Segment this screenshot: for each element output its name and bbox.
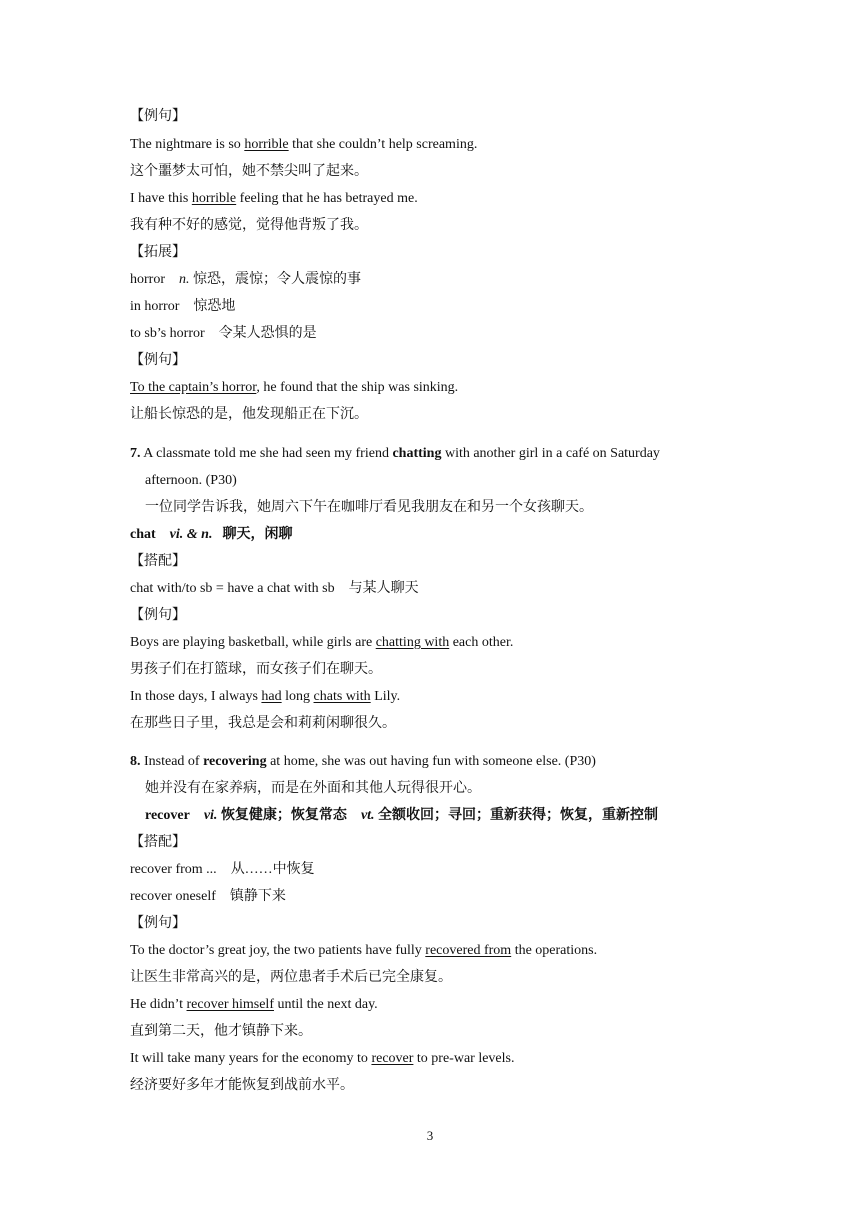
text: It will take many years for the economy to bbox=[130, 1051, 372, 1066]
definition: 聊天，闲聊 bbox=[222, 527, 293, 542]
text: 这个噩梦太可怕，她不禁尖叫了起来。 bbox=[130, 164, 368, 179]
numbered-sentence-7 bbox=[130, 445, 730, 463]
text: 一位同学告诉我，她周六下午在咖啡厅看见我朋友在和另一个女孩聊天。 bbox=[145, 500, 593, 515]
vocab-entry bbox=[130, 325, 317, 343]
definition: 惊恐地 bbox=[193, 299, 236, 314]
vocab-headword bbox=[145, 807, 658, 825]
section-label-example bbox=[130, 108, 186, 126]
word: chat bbox=[130, 527, 156, 542]
word: horror bbox=[130, 272, 165, 287]
example-sentence bbox=[130, 136, 477, 154]
part-of-speech: vt. bbox=[360, 808, 375, 823]
underlined-term: recover bbox=[371, 1051, 414, 1066]
example-sentence bbox=[130, 190, 418, 208]
translation bbox=[130, 661, 382, 679]
page-number: 3 bbox=[426, 1128, 434, 1143]
text: with another girl in a café on Saturday bbox=[441, 446, 660, 461]
vocab-headword bbox=[130, 526, 292, 544]
keyword: recovering bbox=[203, 754, 267, 769]
definition: 与某人聊天 bbox=[348, 581, 419, 596]
text: feeling that he has betrayed me. bbox=[236, 191, 418, 206]
underlined-term: To the captain’s horror bbox=[130, 380, 257, 395]
phrase: chat with/to sb = have a chat with sb bbox=[130, 581, 335, 596]
vocab-entry bbox=[130, 580, 419, 598]
sentence-continuation bbox=[145, 472, 237, 490]
text: the operations. bbox=[511, 943, 598, 958]
text: 直到第二天，他才镇静下来。 bbox=[130, 1024, 312, 1039]
underlined-term: horrible bbox=[244, 137, 289, 152]
text: afternoon. (P30) bbox=[145, 473, 237, 488]
phrase: in horror bbox=[130, 299, 180, 314]
label-text: 【例句】 bbox=[130, 109, 186, 124]
part-of-speech: vi. bbox=[203, 808, 218, 823]
vocab-entry bbox=[130, 888, 286, 906]
text: to pre-war levels. bbox=[413, 1051, 515, 1066]
section-label-collocation bbox=[130, 834, 186, 852]
phrase: recover from ... bbox=[130, 862, 217, 877]
phrase: to sb’s horror bbox=[130, 326, 205, 341]
text: 经济要好多年才能恢复到战前水平。 bbox=[130, 1078, 354, 1093]
text: To the doctor’s great joy, the two patients have fully bbox=[130, 943, 426, 958]
text: Lily. bbox=[370, 689, 401, 704]
text: A classmate told me she had seen my friend bbox=[143, 446, 393, 461]
text: 【搭配】 bbox=[130, 554, 186, 569]
text: , he found that the ship was sinking. bbox=[256, 380, 459, 395]
text: 男孩子们在打篮球，而女孩子们在聊天。 bbox=[130, 662, 382, 677]
text: Instead of bbox=[140, 754, 204, 769]
vocab-entry bbox=[130, 298, 235, 316]
definition: 从……中恢复 bbox=[230, 862, 315, 877]
text: I have this bbox=[130, 191, 192, 206]
text: at home, she was out having fun with someone else. (P30) bbox=[266, 754, 596, 769]
text: long bbox=[281, 689, 314, 704]
translation bbox=[145, 499, 593, 517]
text: The nightmare is so bbox=[130, 137, 245, 152]
underlined-term: recover himself bbox=[186, 997, 274, 1012]
text: In those days, I always bbox=[130, 689, 262, 704]
text: Boys are playing basketball, while girls are bbox=[130, 635, 376, 650]
underlined-term: horrible bbox=[191, 191, 237, 206]
definition: 镇静下来 bbox=[229, 889, 286, 904]
translation bbox=[130, 163, 368, 181]
text: 让医生非常高兴的是，两位患者手术后已完全康复。 bbox=[130, 970, 452, 985]
text: 【例句】 bbox=[130, 916, 186, 931]
sentence-first-line bbox=[130, 445, 660, 463]
vocab-entry bbox=[130, 861, 315, 879]
translation bbox=[130, 969, 452, 987]
text: 她并没有在家养病，而是在外面和其他人玩得很开心。 bbox=[145, 781, 481, 796]
section-label-example bbox=[130, 607, 186, 625]
text: He didn’t bbox=[130, 997, 187, 1012]
item-number: 7. bbox=[130, 446, 141, 461]
text: 【例句】 bbox=[130, 608, 186, 623]
definition: 惊恐，震惊；令人震惊的事 bbox=[193, 272, 361, 287]
part-of-speech: vi. & n. bbox=[169, 527, 213, 542]
translation bbox=[130, 1077, 354, 1095]
part-of-speech: n. bbox=[179, 272, 190, 287]
underlined-term: chatting with bbox=[375, 635, 450, 650]
section-label-extension bbox=[130, 244, 186, 262]
definition: 恢复健康；恢复常态 bbox=[220, 808, 347, 823]
text: until the next day. bbox=[273, 997, 378, 1012]
definition: 令某人恐惧的是 bbox=[218, 326, 317, 341]
translation bbox=[130, 217, 368, 235]
example-sentence bbox=[130, 1050, 514, 1068]
text: 【拓展】 bbox=[130, 245, 186, 260]
translation bbox=[130, 406, 368, 424]
text: 【搭配】 bbox=[130, 835, 186, 850]
text: 让船长惊恐的是，他发现船正在下沉。 bbox=[130, 407, 368, 422]
example-sentence bbox=[130, 996, 378, 1014]
vocab-entry bbox=[130, 271, 361, 289]
translation bbox=[130, 715, 396, 733]
section-label-example bbox=[130, 915, 186, 933]
keyword: chatting bbox=[392, 446, 442, 461]
translation bbox=[145, 780, 481, 798]
text: that she couldn’t help screaming. bbox=[288, 137, 478, 152]
text: 【例句】 bbox=[130, 353, 186, 368]
section-label-example bbox=[130, 352, 186, 370]
phrase: recover oneself bbox=[130, 889, 216, 904]
example-sentence bbox=[130, 688, 400, 706]
underlined-term: chats with bbox=[313, 689, 371, 704]
text: 我有种不好的感觉，觉得他背叛了我。 bbox=[130, 218, 368, 233]
text: 在那些日子里，我总是会和莉莉闲聊很久。 bbox=[130, 716, 396, 731]
section-label-collocation bbox=[130, 553, 186, 571]
example-sentence bbox=[130, 942, 597, 960]
example-sentence bbox=[130, 379, 458, 397]
numbered-sentence-8 bbox=[130, 753, 596, 771]
word: recover bbox=[145, 808, 190, 823]
text: each other. bbox=[449, 635, 514, 650]
definition: 全额收回；寻回；重新获得；恢复，重新控制 bbox=[378, 808, 659, 823]
example-sentence bbox=[130, 634, 513, 652]
underlined-term: recovered from bbox=[425, 943, 512, 958]
item-number: 8. bbox=[130, 754, 141, 769]
underlined-term: had bbox=[261, 689, 282, 704]
translation bbox=[130, 1023, 312, 1041]
